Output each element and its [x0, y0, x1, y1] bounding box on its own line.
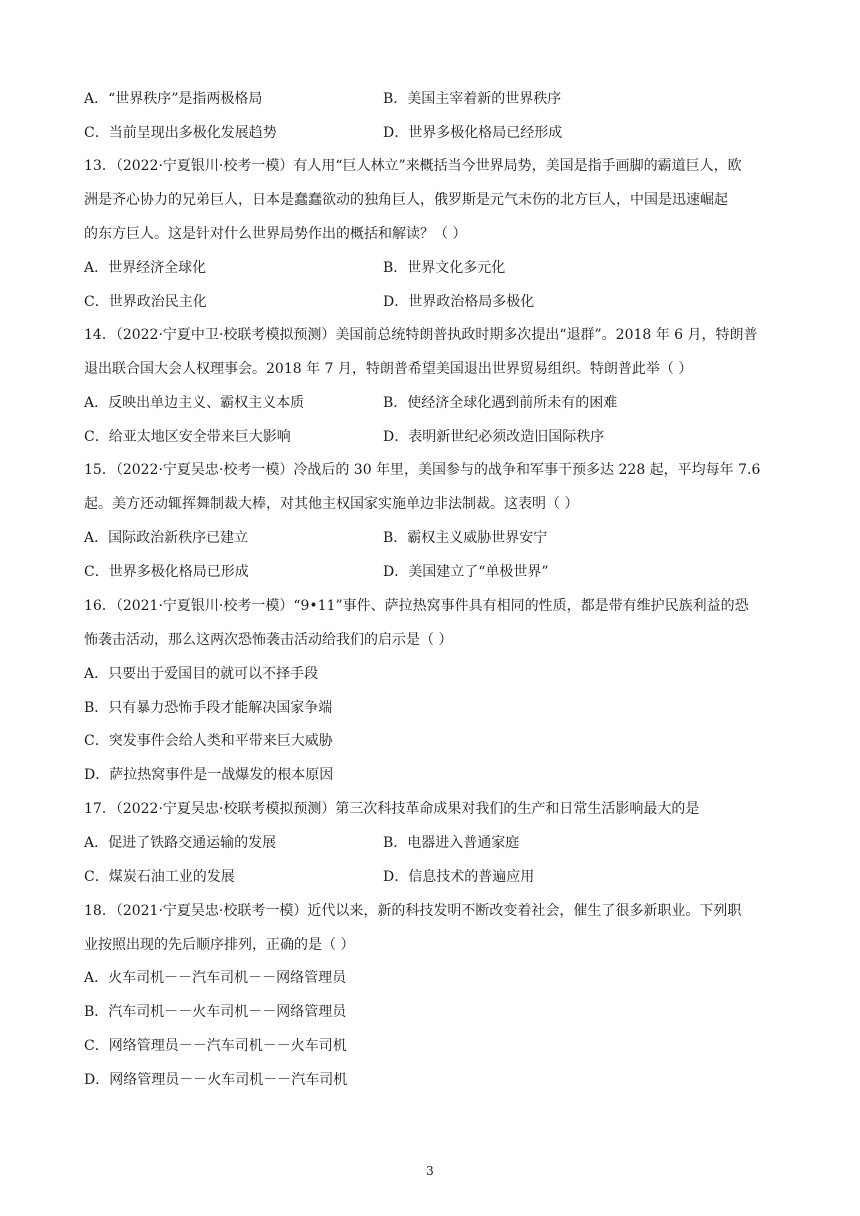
question-text: 16．（2021·宁夏银川·校考一模）“9•11”事件、萨拉热窝事件具有相同的性质，都是带有维护民族利益的恐	[84, 598, 749, 614]
question-text: 洲是齐心协力的兄弟巨人，日本是蠢蠢欲动的独角巨人，俄罗斯是元气未伤的北方巨人，中国是迅速崛起	[84, 192, 728, 208]
option-c: C．当前呈现出多极化发展趋势	[84, 125, 277, 141]
option-d: D．世界多极化格局已经形成	[383, 125, 563, 141]
option-d: D．世界政治格局多极化	[383, 294, 535, 310]
option-a: A．火车司机－－汽车司机－－网络管理员	[84, 970, 347, 986]
option-c: C．突发事件会给人类和平带来巨大威胁	[84, 733, 333, 749]
option-d: D．表明新世纪必须改造旧国际秩序	[383, 429, 605, 445]
option-row	[84, 393, 784, 413]
page-number: 3	[426, 1164, 434, 1178]
question-text: 的东方巨人。这是针对什么世界局势作出的概括和解读？（ ）	[84, 226, 467, 242]
option-a: A．促进了铁路交通运输的发展	[84, 835, 277, 851]
question-text: 18．（2021·宁夏吴忠·校联考一模）近代以来，新的科技发明不断改变着社会，催生了很多新职业。下列职	[84, 903, 742, 919]
option-b: B．汽车司机－－火车司机－－网络管理员	[84, 1004, 347, 1020]
option-a: A．世界经济全球化	[84, 260, 207, 276]
option-row	[84, 89, 784, 109]
question-text: 15．（2022·宁夏吴忠·校考一模）冷战后的 30 年里，美国参与的战争和军事干预多达 228 起，平均每年 7.6	[84, 462, 761, 478]
option-c: C．煤炭石油工业的发展	[84, 869, 235, 885]
option-row	[84, 258, 784, 278]
option-b: B．世界文化多元化	[383, 260, 506, 276]
option-row	[84, 528, 784, 548]
option-b: B．美国主宰着新的世界秩序	[383, 91, 562, 107]
option-row	[84, 123, 784, 143]
option-d: D．萨拉热窝事件是一战爆发的根本原因	[84, 767, 334, 783]
option-b: B．电器进入普通家庭	[383, 835, 520, 851]
option-row	[84, 562, 784, 582]
option-c: C．网络管理员－－汽车司机－－火车司机	[84, 1038, 347, 1054]
option-d: D．美国建立了“单极世界”	[383, 564, 549, 580]
option-row	[84, 427, 784, 447]
option-a: A．“世界秩序”是指两极格局	[84, 91, 263, 107]
option-a: A．反映出单边主义、霸权主义本质	[84, 395, 305, 411]
question-text: 14．（2022·宁夏中卫·校联考模拟预测）美国前总统特朗普执政时期多次提出“退群”。2018 年 6 月，特朗普	[84, 327, 758, 343]
option-d: D．网络管理员－－火车司机－－汽车司机	[84, 1072, 348, 1088]
option-c: C．世界政治民主化	[84, 294, 207, 310]
option-a: A．国际政治新秩序已建立	[84, 530, 249, 546]
option-b: B．霸权主义威胁世界安宁	[383, 530, 548, 546]
question-text: 17．（2022·宁夏吴忠·校联考模拟预测）第三次科技革命成果对我们的生产和日常生活影响最大的是	[84, 801, 700, 817]
option-c: C．世界多极化格局已形成	[84, 564, 249, 580]
question-text: 业按照出现的先后顺序排列，正确的是（ ）	[84, 937, 355, 953]
question-text: 13．（2022·宁夏银川·校考一模）有人用“巨人林立”来概括当今世界局势，美国是指手画脚的霸道巨人，欧	[84, 158, 742, 174]
option-row	[84, 833, 784, 853]
option-row	[84, 867, 784, 887]
option-d: D．信息技术的普遍应用	[383, 869, 535, 885]
option-b: B．只有暴力恐怖手段才能解决国家争端	[84, 700, 333, 716]
option-b: B．使经济全球化遇到前所未有的困难	[383, 395, 618, 411]
question-text: 怖袭击活动，那么这两次恐怖袭击活动给我们的启示是（ ）	[84, 632, 453, 648]
option-a: A．只要出于爱国目的就可以不择手段	[84, 666, 319, 682]
option-c: C．给亚太地区安全带来巨大影响	[84, 429, 291, 445]
question-text: 退出联合国大会人权理事会。2018 年 7 月，特朗普希望美国退出世界贸易组织。特朗普此举（ ）	[84, 361, 693, 377]
option-row	[84, 292, 784, 312]
question-text: 起。美方还动辄挥舞制裁大棒，对其他主权国家实施单边非法制裁。这表明（ ）	[84, 496, 579, 512]
